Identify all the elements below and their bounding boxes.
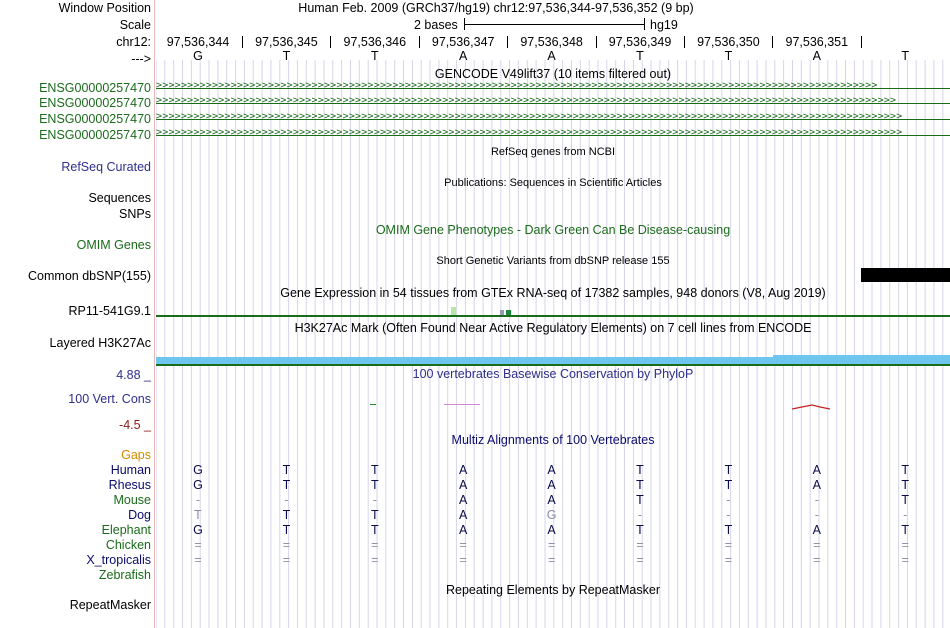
alignment-base: = — [813, 553, 821, 567]
position-tick-label: 97,536,350 — [697, 35, 760, 49]
alignment-base: G — [193, 523, 203, 537]
alignment-base: = — [282, 553, 291, 567]
alignment-base: - — [284, 493, 289, 507]
alignment-base: = — [371, 553, 379, 567]
alignment-base: T — [901, 523, 910, 537]
position-tick-label: 97,536,348 — [520, 35, 583, 49]
alignment-base: T — [282, 508, 291, 522]
alignment-base: T — [901, 463, 910, 477]
alignment-base: = — [194, 553, 202, 567]
alignment-base: G — [193, 463, 203, 477]
alignment-base: - — [726, 493, 731, 507]
gtex-gene-baseline — [156, 315, 950, 317]
phylop-min-label: -4.5 _ — [119, 418, 151, 432]
alignment-base: - — [726, 508, 731, 522]
multiz-track-title: Multiz Alignments of 100 Vertebrates — [451, 433, 655, 447]
gtex-expression-bar[interactable] — [500, 310, 504, 315]
alignment-base: T — [370, 463, 379, 477]
alignment-base: = — [547, 553, 556, 567]
gencode-item-label[interactable]: ENSG00000257470 — [39, 112, 151, 126]
h3k27ac-signal[interactable] — [156, 357, 950, 364]
strand-arrow-label: ---> — [131, 52, 151, 66]
alignment-base: = — [459, 538, 467, 552]
alignment-base: = — [459, 553, 467, 567]
phylop-score-peak — [792, 402, 834, 412]
browser-track-area[interactable] — [156, 0, 950, 628]
repeatmasker-track-title: Repeating Elements by RepeatMasker — [445, 583, 661, 597]
gene-feature[interactable] — [156, 81, 950, 95]
species-label-mouse: Mouse — [113, 493, 151, 507]
alignment-base: T — [370, 478, 379, 492]
alignment-base: T — [636, 463, 644, 477]
species-label-dog: Dog — [128, 508, 151, 522]
publications-track-title: Publications: Sequences in Scientific Articles — [444, 177, 662, 189]
position-tick-label: 97,536,347 — [431, 35, 495, 49]
alignment-base: - — [903, 508, 908, 522]
species-label-elephant: Elephant — [101, 523, 151, 537]
strand-chevrons: >>>>>>>>>>>>>>>>>>>>>>>>>>>>>>>>>>>>>>>>>>>>>>>>>>>>>>>>>>>>>>>>>>>>>>>>>>>>>>>>>>>>>>>>>>>>>>>>>>>>>>>>>>>>>>>>>>>>>>>> — [156, 112, 903, 122]
h3k27ac-track-label[interactable]: Layered H3K27Ac — [49, 336, 151, 350]
snps-track-label[interactable]: SNPs — [119, 207, 151, 221]
alignment-base: T — [636, 478, 644, 492]
alignment-base: A — [459, 508, 468, 522]
alignment-base: - — [637, 508, 643, 522]
position-tick — [330, 36, 331, 48]
refseq-track-label[interactable]: RefSeq Curated — [61, 160, 151, 174]
alignment-base: = — [901, 553, 909, 567]
dbsnp-track-label[interactable]: Common dbSNP(155) — [28, 269, 151, 283]
alignment-base: - — [195, 493, 201, 507]
gene-feature[interactable] — [156, 112, 950, 126]
reference-base: T — [636, 49, 644, 63]
chrom-label: chr12: — [116, 35, 151, 49]
scale-bar — [464, 24, 644, 25]
alignment-base: A — [812, 463, 821, 477]
species-label-chicken: Chicken — [105, 538, 151, 552]
phylop-score-mark — [370, 404, 376, 405]
strand-chevrons: >>>>>>>>>>>>>>>>>>>>>>>>>>>>>>>>>>>>>>>>>>>>>>>>>>>>>>>>>>>>>>>>>>>>>>>>>>>>>>>>>>>>>>>>>>>>>>>>>>>>>>>>>>>>>>>>>>>> — [156, 81, 878, 91]
h3k27ac-baseline — [156, 364, 950, 366]
phylop-track-label[interactable]: 100 Vert. Cons — [68, 392, 151, 406]
alignment-base: T — [194, 508, 202, 522]
omim-track-label[interactable]: OMIM Genes — [76, 238, 151, 252]
position-tick — [772, 36, 773, 48]
h3k27ac-track-title: H3K27Ac Mark (Often Found Near Active Regulatory Elements) on 7 cell lines from ENCODE — [294, 321, 812, 335]
alignment-base: T — [636, 523, 644, 537]
alignment-base: - — [814, 508, 819, 522]
alignment-base: = — [901, 538, 909, 552]
alignment-base: A — [459, 493, 468, 507]
alignment-base: = — [724, 553, 733, 567]
repeatmasker-track-label[interactable]: RepeatMasker — [69, 598, 151, 612]
window-position-label: Window Position — [58, 1, 151, 15]
reference-base: G — [193, 49, 203, 63]
scale-bar-right-cap — [644, 18, 645, 30]
position-tick — [507, 36, 508, 48]
alignment-base: = — [371, 538, 379, 552]
alignment-base: A — [812, 523, 821, 537]
phylop-max-label: 4.88 _ — [116, 368, 151, 382]
reference-base: T — [724, 49, 733, 63]
strand-chevrons: >>>>>>>>>>>>>>>>>>>>>>>>>>>>>>>>>>>>>>>>>>>>>>>>>>>>>>>>>>>>>>>>>>>>>>>>>>>>>>>>>>>>>>>>>>>>>>>>>>>>>>>>>>>>>>>>>>>>>>>> — [156, 128, 903, 138]
species-label-x-tropicalis: X_tropicalis — [86, 553, 151, 567]
gtex-track-title: Gene Expression in 54 tissues from GTEx RNA-seq of 17382 samples, 948 donors (V8, Aug 2019) — [280, 286, 826, 300]
alignment-base: A — [547, 463, 556, 477]
scale-bar-left-cap — [464, 18, 465, 30]
alignment-base: - — [372, 493, 377, 507]
alignment-base: T — [282, 523, 291, 537]
strand-chevrons: >>>>>>>>>>>>>>>>>>>>>>>>>>>>>>>>>>>>>>>>>>>>>>>>>>>>>>>>>>>>>>>>>>>>>>>>>>>>>>>>>>>>>>>>>>>>>>>>>>>>>>>>>>>>>>>>>>>>>>> — [156, 96, 897, 106]
alignment-base: = — [282, 538, 291, 552]
alignment-base: = — [813, 538, 821, 552]
alignment-base: A — [812, 478, 821, 492]
gencode-item-label[interactable]: ENSG00000257470 — [39, 128, 151, 142]
position-tick-label: 97,536,349 — [608, 35, 672, 49]
reference-base: T — [901, 49, 910, 63]
position-tick-label: 97,536,345 — [255, 35, 318, 49]
assembly-position-title: Human Feb. 2009 (GRCh37/hg19) chr12:97,536,344-97,536,352 (9 bp) — [298, 1, 694, 15]
alignment-base: G — [546, 508, 557, 522]
refseq-track-title: RefSeq genes from NCBI — [490, 146, 616, 158]
position-tick — [596, 36, 597, 48]
reference-base: T — [282, 49, 291, 63]
reference-base: A — [812, 49, 821, 63]
gtex-expression-bar[interactable] — [451, 307, 456, 315]
gene-feature[interactable] — [156, 128, 950, 142]
h3k27ac-signal-peak[interactable] — [773, 355, 950, 357]
alignment-base: = — [547, 538, 556, 552]
gene-feature[interactable] — [156, 96, 950, 110]
alignment-base: T — [282, 463, 291, 477]
alignment-base: = — [636, 538, 644, 552]
alignment-base: T — [724, 463, 733, 477]
phylop-score-mark — [444, 404, 480, 405]
publications-track-label[interactable]: Sequences — [88, 191, 151, 205]
reference-base: A — [547, 49, 556, 63]
alignment-base: A — [459, 523, 468, 537]
position-tick — [684, 36, 685, 48]
scale-label: Scale — [119, 18, 151, 32]
alignment-base: A — [459, 463, 468, 477]
alignment-base: A — [459, 478, 468, 492]
phylop-track-title: 100 vertebrates Basewise Conservation by PhyloP — [412, 367, 694, 381]
gencode-item-label[interactable]: ENSG00000257470 — [39, 81, 151, 95]
alignment-base: T — [724, 478, 733, 492]
gaps-label: Gaps — [121, 448, 151, 462]
position-tick — [861, 36, 862, 48]
alignment-base: T — [370, 523, 379, 537]
position-tick-label: 97,536,346 — [343, 35, 407, 49]
reference-base: A — [459, 49, 468, 63]
dbsnp-variant-feature[interactable] — [861, 268, 950, 282]
scale-db-label: hg19 — [650, 18, 678, 32]
gtex-track-label[interactable]: RP11-541G9.1 — [68, 304, 151, 318]
dbsnp-track-title: Short Genetic Variants from dbSNP release 155 — [436, 255, 670, 267]
alignment-base: = — [194, 538, 202, 552]
track-label-column — [0, 0, 155, 628]
alignment-base: T — [282, 478, 291, 492]
alignment-base: A — [547, 523, 556, 537]
position-tick-label: 97,536,351 — [785, 35, 849, 49]
alignment-base: T — [901, 493, 910, 507]
species-label-rhesus: Rhesus — [108, 478, 151, 492]
species-label-human: Human — [110, 463, 151, 477]
species-label-zebrafish: Zebrafish — [98, 568, 151, 582]
position-tick — [419, 36, 420, 48]
scale-text: 2 bases — [414, 18, 458, 32]
position-tick-label: 97,536,344 — [166, 35, 230, 49]
alignment-base: G — [193, 478, 203, 492]
gtex-expression-bar[interactable] — [506, 310, 511, 315]
reference-base: T — [370, 49, 379, 63]
alignment-base: = — [636, 553, 644, 567]
alignment-base: T — [901, 478, 910, 492]
alignment-base: T — [636, 493, 644, 507]
gencode-track-title: GENCODE V49lift37 (10 items filtered out) — [434, 67, 672, 81]
alignment-base: A — [547, 493, 556, 507]
alignment-base: T — [724, 523, 733, 537]
gencode-item-label[interactable]: ENSG00000257470 — [39, 96, 151, 110]
position-tick — [242, 36, 243, 48]
omim-track-title: OMIM Gene Phenotypes - Dark Green Can Be Disease-causing — [375, 223, 731, 237]
alignment-base: = — [724, 538, 733, 552]
alignment-base: A — [547, 478, 556, 492]
alignment-base: T — [370, 508, 379, 522]
alignment-base: - — [814, 493, 819, 507]
